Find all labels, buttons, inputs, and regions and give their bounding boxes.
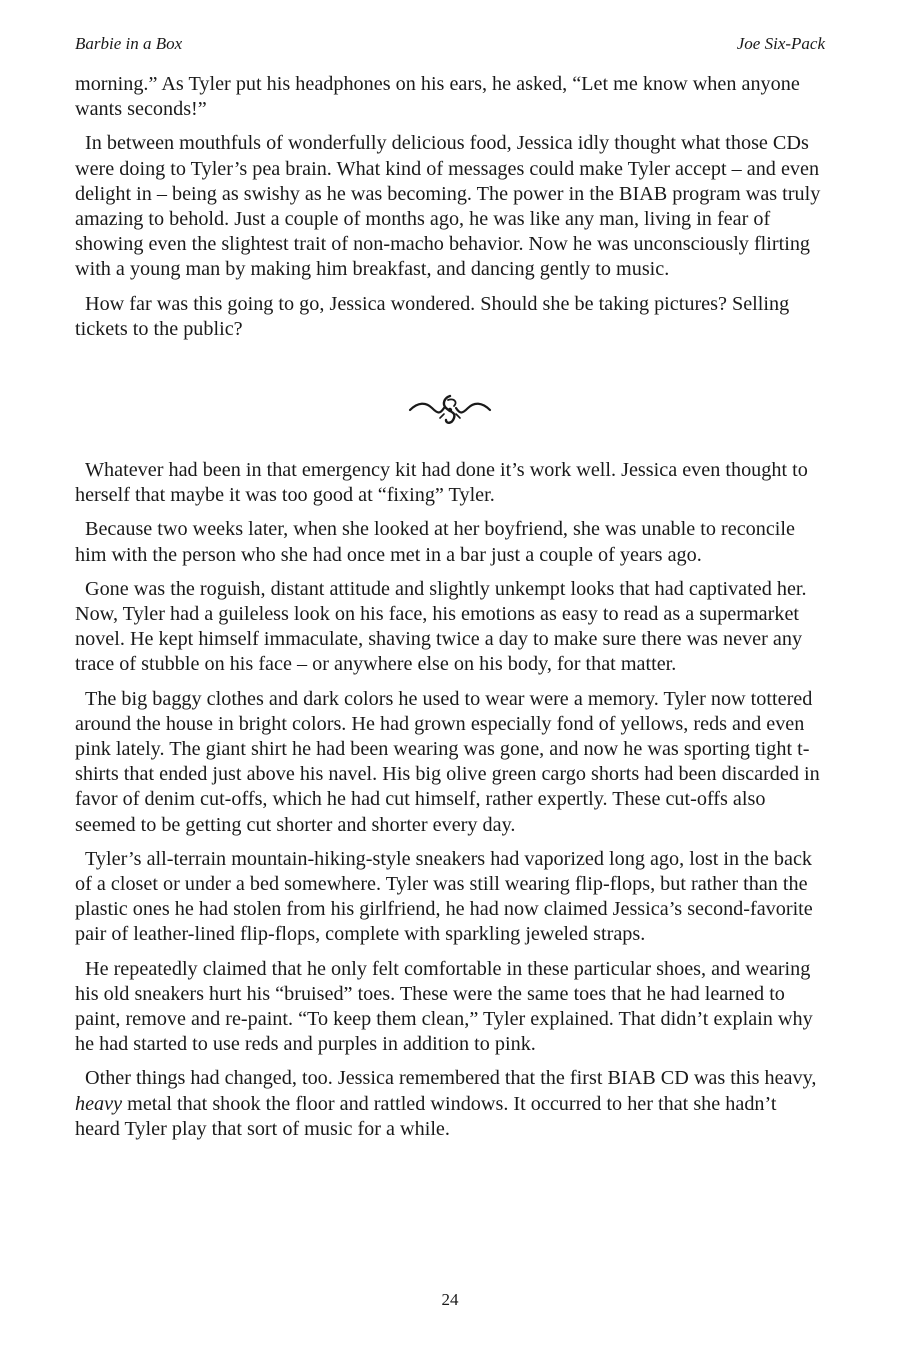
emphasis-text: heavy <box>75 1092 123 1115</box>
paragraph <box>75 1066 825 1142</box>
text-block-after-break <box>75 458 825 1151</box>
paragraph: Because two weeks later, when she looked at her boyfriend, she was unable to reconcile him with the person who she had once met in a bar just a couple of years ago. <box>75 518 795 566</box>
paragraph: Tyler’s all-terrain mountain-hiking-style sneakers had vaporized long ago, lost in the back of a closet or under a bed somewhere. Tyler was still wearing flip-flops, but rather than the plastic ones he had stolen from his girlfriend, he had now claimed Jessica’s second-favorite pair of leather-lined flip-flops, complete with sparkling jeweled straps. <box>75 847 813 946</box>
author-name: Joe Six-Pack <box>736 34 825 53</box>
paragraph-text: metal that shook the floor and rattled windows. It occurred to her that she hadn’t heard Tyler play that sort of music for a while. <box>75 1092 777 1140</box>
running-header <box>75 34 825 58</box>
paragraph: Whatever had been in that emergency kit had done it’s work well. Jessica even thought to herself that maybe it was too good at “fixing” Tyler. <box>75 459 808 507</box>
paragraph: How far was this going to go, Jessica wondered. Should she be taking pictures? Selling tickets to the public? <box>75 292 790 340</box>
paragraph: morning.” As Tyler put his headphones on his ears, he asked, “Let me know when anyone wants seconds!” <box>75 73 800 121</box>
scroll-flourish-icon <box>400 388 500 432</box>
text-block-before-break <box>75 72 825 351</box>
paragraph: Gone was the roguish, distant attitude and slightly unkempt looks that had captivated her. Now, Tyler had a guileless look on his face, his emotions as easy to read as a supermarket novel. He kept himself immaculate, shaving twice a day to make sure there was never any trace of stubble on his face – or anywhere else on his body, for that matter. <box>75 577 807 676</box>
paragraph-text: Other things had changed, too. Jessica remembered that the first BIAB CD was this heavy, <box>85 1067 817 1090</box>
paragraph: The big baggy clothes and dark colors he used to wear were a memory. Tyler now tottered around the house in bright colors. He had grown especially fond of yellows, reds and even pink lately. The giant shirt he had been wearing was gone, and now he was sporting tight t-shirts that ended just above his navel. His big olive green cargo shorts had been discarded in favor of denim cut-offs, which he had cut himself, rather expertly. These cut-offs also seemed to be getting cut shorter and shorter every day. <box>75 687 820 836</box>
paragraph: In between mouthfuls of wonderfully delicious food, Jessica idly thought what those CDs were doing to Tyler’s pea brain. What kind of messages could make Tyler accept – and even delight in – being as swishy as he was becoming. The power in the BIAB program was truly amazing to behold. Just a couple of months ago, he was like any man, living in fear of showing even the slightest trait of non-macho behavior. Now he was unconsciously flirting with a young man by making him breakfast, and dancing gently to music. <box>75 132 821 281</box>
book-title: Barbie in a Box <box>75 34 183 53</box>
paragraph: He repeatedly claimed that he only felt comfortable in these particular shoes, and wearing his old sneakers hurt his “bruised” toes. These were the same toes that he had learned to paint, remove and re-paint. “To keep them clean,” Tyler explained. That didn’t explain why he had started to use reds and purples in addition to pink. <box>75 957 813 1056</box>
page-number: 24 <box>441 1290 459 1309</box>
